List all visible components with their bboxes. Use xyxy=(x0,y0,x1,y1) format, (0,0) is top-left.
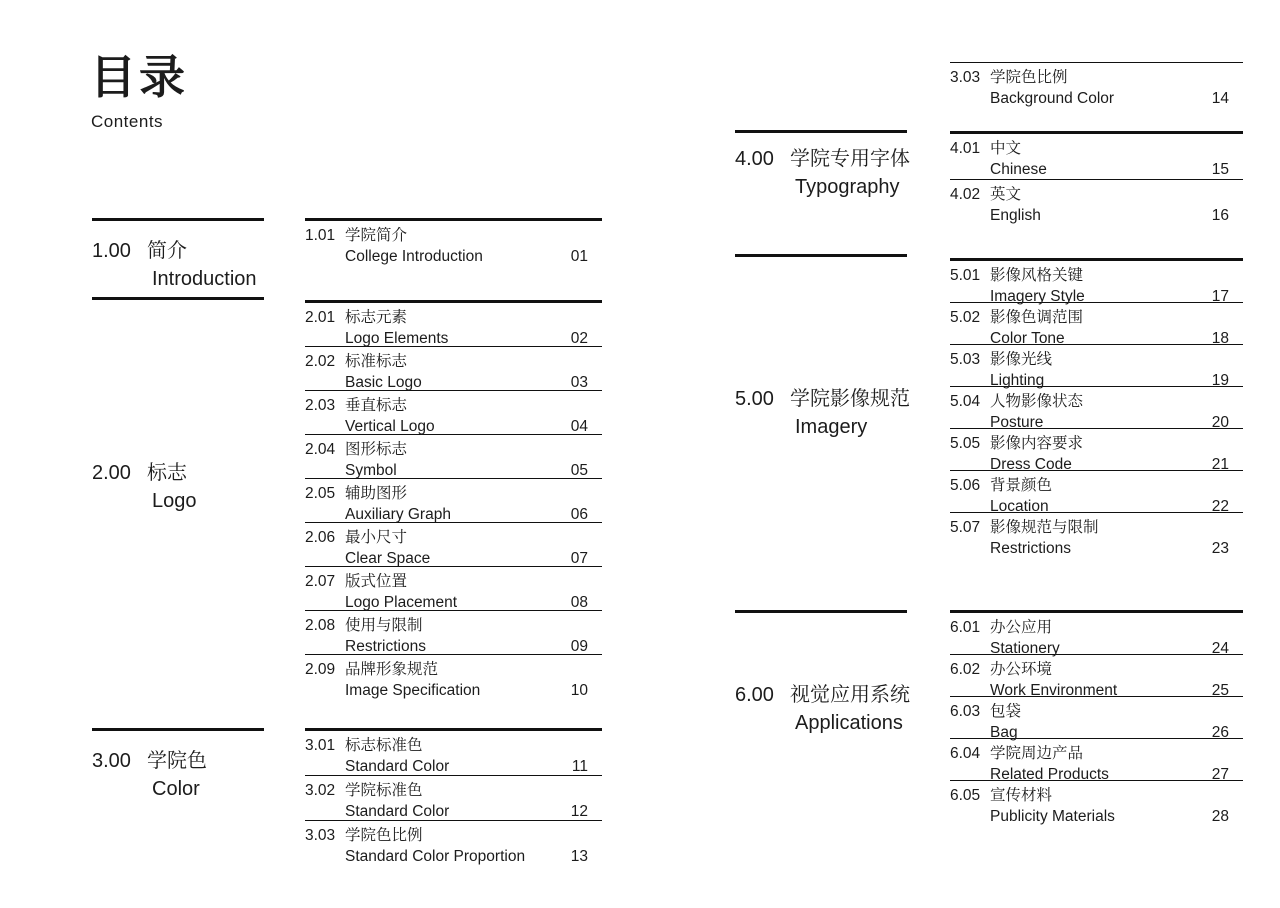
toc-group-typography xyxy=(950,131,1243,226)
item-title-zh: 最小尺寸 xyxy=(345,529,408,546)
item-title-zh: 版式位置 xyxy=(345,573,408,590)
toc-item xyxy=(305,347,602,391)
toc-item xyxy=(305,611,602,655)
section-title-zh: 视觉应用系统 xyxy=(790,684,910,706)
item-title-zh: 使用与限制 xyxy=(345,617,423,634)
toc-group-color-continued xyxy=(950,62,1243,115)
toc-group-introduction xyxy=(305,218,602,273)
item-title-en: Vertical Logo xyxy=(345,418,435,435)
item-number: 3.03 xyxy=(950,69,981,86)
toc-item xyxy=(950,781,1243,823)
section-number: 4.00 xyxy=(735,148,774,170)
item-number: 2.06 xyxy=(305,529,336,546)
item-number: 6.02 xyxy=(950,661,981,678)
item-number: 2.04 xyxy=(305,441,336,458)
item-number: 5.04 xyxy=(950,393,981,410)
toc-item xyxy=(950,387,1243,429)
toc-item xyxy=(305,479,602,523)
item-number: 2.09 xyxy=(305,661,336,678)
toc-item xyxy=(305,391,602,435)
item-number: 5.02 xyxy=(950,309,981,326)
toc-group-color xyxy=(305,728,602,866)
toc-item xyxy=(950,513,1243,555)
toc-item xyxy=(305,776,602,821)
item-page-number: 22 xyxy=(1211,498,1229,515)
section-label-imagery xyxy=(735,369,910,441)
item-title-zh: 学院周边产品 xyxy=(990,745,1084,762)
section-number: 2.00 xyxy=(92,462,131,484)
item-page-number: 13 xyxy=(570,848,588,865)
item-title-zh: 影像规范与限制 xyxy=(990,519,1099,536)
item-page-number: 28 xyxy=(1211,808,1229,825)
item-page-number: 16 xyxy=(1211,207,1229,224)
item-number: 1.01 xyxy=(305,227,336,244)
section-title-en: Imagery xyxy=(795,416,868,438)
item-page-number: 17 xyxy=(1211,288,1229,305)
item-title-zh: 标志元素 xyxy=(345,309,408,326)
item-title-en: Symbol xyxy=(345,462,397,479)
toc-group-imagery xyxy=(950,258,1243,555)
section-title-zh: 标志 xyxy=(147,462,187,484)
item-title-en: Clear Space xyxy=(345,550,431,567)
item-title-en: Standard Color xyxy=(345,803,450,820)
section-title-en: Introduction xyxy=(152,268,257,290)
toc-item xyxy=(950,739,1243,781)
item-number: 5.07 xyxy=(950,519,981,536)
item-number: 3.02 xyxy=(305,782,336,799)
section-number: 1.00 xyxy=(92,240,131,262)
item-title-en: Posture xyxy=(990,414,1044,431)
item-title-zh: 标准标志 xyxy=(345,353,408,370)
item-number: 4.01 xyxy=(950,140,981,157)
toc-item xyxy=(305,655,602,699)
item-title-zh: 办公环境 xyxy=(990,661,1053,678)
item-page-number: 12 xyxy=(570,803,588,820)
item-title-en: Standard Color Proportion xyxy=(345,848,526,865)
item-title-zh: 人物影像状态 xyxy=(990,393,1084,410)
item-number: 2.02 xyxy=(305,353,336,370)
item-number: 6.04 xyxy=(950,745,981,762)
toc-item xyxy=(305,303,602,347)
item-title-zh: 垂直标志 xyxy=(345,397,408,414)
item-title-zh: 辅助图形 xyxy=(345,485,408,502)
item-title-en: Standard Color xyxy=(345,758,450,775)
toc-item xyxy=(950,655,1243,697)
item-title-zh: 学院色比例 xyxy=(990,69,1068,86)
toc-item xyxy=(305,435,602,479)
item-page-number: 11 xyxy=(571,758,588,775)
item-number: 2.01 xyxy=(305,309,336,326)
item-page-number: 01 xyxy=(570,248,588,265)
item-title-zh: 品牌形象规范 xyxy=(345,661,439,678)
item-number: 5.05 xyxy=(950,435,981,452)
item-page-number: 20 xyxy=(1211,414,1229,431)
item-title-en: Logo Placement xyxy=(345,594,458,611)
item-title-zh: 影像色调范围 xyxy=(990,309,1084,326)
page-title-zh: 目录 xyxy=(90,51,188,103)
item-page-number: 24 xyxy=(1211,640,1229,657)
item-title-zh: 学院色比例 xyxy=(345,827,423,844)
item-number: 2.07 xyxy=(305,573,336,590)
item-title-en: Restrictions xyxy=(990,540,1071,557)
item-number: 5.06 xyxy=(950,477,981,494)
item-title-en: Work Environment xyxy=(990,682,1118,699)
section-title-en: Color xyxy=(152,778,200,800)
item-title-en: Background Color xyxy=(990,90,1115,107)
item-title-en: English xyxy=(990,207,1041,224)
item-page-number: 07 xyxy=(570,550,588,567)
item-page-number: 23 xyxy=(1211,540,1229,557)
toc-item xyxy=(305,523,602,567)
item-page-number: 02 xyxy=(570,330,588,347)
item-title-en: Dress Code xyxy=(990,456,1072,473)
toc-item xyxy=(950,429,1243,471)
item-title-en: Publicity Materials xyxy=(990,808,1115,825)
toc-item xyxy=(305,821,602,866)
toc-item xyxy=(950,471,1243,513)
item-page-number: 26 xyxy=(1211,724,1229,741)
item-number: 5.03 xyxy=(950,351,981,368)
item-number: 3.03 xyxy=(305,827,336,844)
item-title-zh: 包袋 xyxy=(990,703,1022,720)
item-page-number: 05 xyxy=(570,462,588,479)
item-title-zh: 英文 xyxy=(990,186,1022,203)
section-title-en: Logo xyxy=(152,490,197,512)
item-page-number: 19 xyxy=(1211,372,1229,389)
item-number: 6.05 xyxy=(950,787,981,804)
toc-item xyxy=(950,63,1243,115)
item-title-zh: 学院简介 xyxy=(345,227,408,244)
toc-group-applications xyxy=(950,610,1243,823)
page-title-en: Contents xyxy=(91,112,164,131)
toc-item xyxy=(950,613,1243,655)
item-title-zh: 宣传材料 xyxy=(990,787,1053,804)
toc-item xyxy=(305,567,602,611)
item-page-number: 04 xyxy=(570,418,588,435)
toc-item xyxy=(305,221,602,273)
item-title-en: Restrictions xyxy=(345,638,426,655)
item-page-number: 15 xyxy=(1211,161,1229,178)
item-title-zh: 影像风格关键 xyxy=(990,267,1084,284)
toc-item xyxy=(950,180,1243,226)
item-number: 3.01 xyxy=(305,737,336,754)
toc-item xyxy=(950,697,1243,739)
item-title-zh: 办公应用 xyxy=(990,619,1053,636)
section-title-zh: 简介 xyxy=(147,240,187,262)
item-page-number: 10 xyxy=(570,682,588,699)
section-title-zh: 学院影像规范 xyxy=(790,388,910,410)
section-number: 6.00 xyxy=(735,684,774,706)
item-title-zh: 影像光线 xyxy=(990,351,1053,368)
item-title-en: Location xyxy=(990,498,1049,515)
item-page-number: 09 xyxy=(570,638,588,655)
section-label-introduction xyxy=(92,218,264,300)
section-title-en: Typography xyxy=(795,176,900,198)
toc-item xyxy=(950,345,1243,387)
section-number: 3.00 xyxy=(92,750,131,772)
item-title-zh: 背景颜色 xyxy=(990,477,1053,494)
item-page-number: 27 xyxy=(1211,766,1229,783)
item-title-en: Bag xyxy=(990,724,1018,741)
section-title-zh: 学院色 xyxy=(147,750,207,772)
item-title-zh: 影像内容要求 xyxy=(990,435,1084,452)
section-label-color xyxy=(92,728,264,803)
item-page-number: 06 xyxy=(570,506,588,523)
section-title-zh: 学院专用字体 xyxy=(790,148,910,170)
toc-item xyxy=(950,134,1243,180)
item-number: 2.08 xyxy=(305,617,336,634)
toc-group-logo xyxy=(305,300,602,699)
item-title-en: Imagery Style xyxy=(990,288,1085,305)
item-title-en: Basic Logo xyxy=(345,374,422,391)
toc-item xyxy=(950,261,1243,303)
item-title-en: College Introduction xyxy=(345,248,483,265)
item-page-number: 25 xyxy=(1211,682,1229,699)
section-label-applications xyxy=(735,610,910,737)
item-title-en: Color Tone xyxy=(990,330,1065,347)
section-number: 5.00 xyxy=(735,388,774,410)
section-label-typography xyxy=(735,130,910,257)
item-title-en: Lighting xyxy=(990,372,1045,389)
item-number: 5.01 xyxy=(950,267,981,284)
item-page-number: 14 xyxy=(1211,90,1229,107)
item-number: 2.05 xyxy=(305,485,336,502)
item-page-number: 03 xyxy=(570,374,588,391)
item-number: 6.01 xyxy=(950,619,981,636)
item-number: 2.03 xyxy=(305,397,336,414)
item-page-number: 08 xyxy=(570,594,588,611)
item-number: 6.03 xyxy=(950,703,981,720)
item-title-en: Chinese xyxy=(990,161,1047,178)
item-page-number: 21 xyxy=(1211,456,1229,473)
item-title-zh: 标志标准色 xyxy=(345,737,423,754)
item-title-en: Logo Elements xyxy=(345,330,449,347)
item-title-zh: 中文 xyxy=(990,140,1022,157)
item-title-zh: 学院标准色 xyxy=(345,782,423,799)
item-title-en: Auxiliary Graph xyxy=(345,506,451,523)
item-title-en: Stationery xyxy=(990,640,1060,657)
item-title-en: Related Products xyxy=(990,766,1109,783)
item-number: 4.02 xyxy=(950,186,981,203)
section-title-en: Applications xyxy=(795,712,903,734)
item-title-en: Image Specification xyxy=(345,682,481,699)
item-title-zh: 图形标志 xyxy=(345,441,408,458)
item-page-number: 18 xyxy=(1211,330,1229,347)
section-label-logo xyxy=(92,443,264,515)
toc-item xyxy=(305,731,602,776)
toc-item xyxy=(950,303,1243,345)
